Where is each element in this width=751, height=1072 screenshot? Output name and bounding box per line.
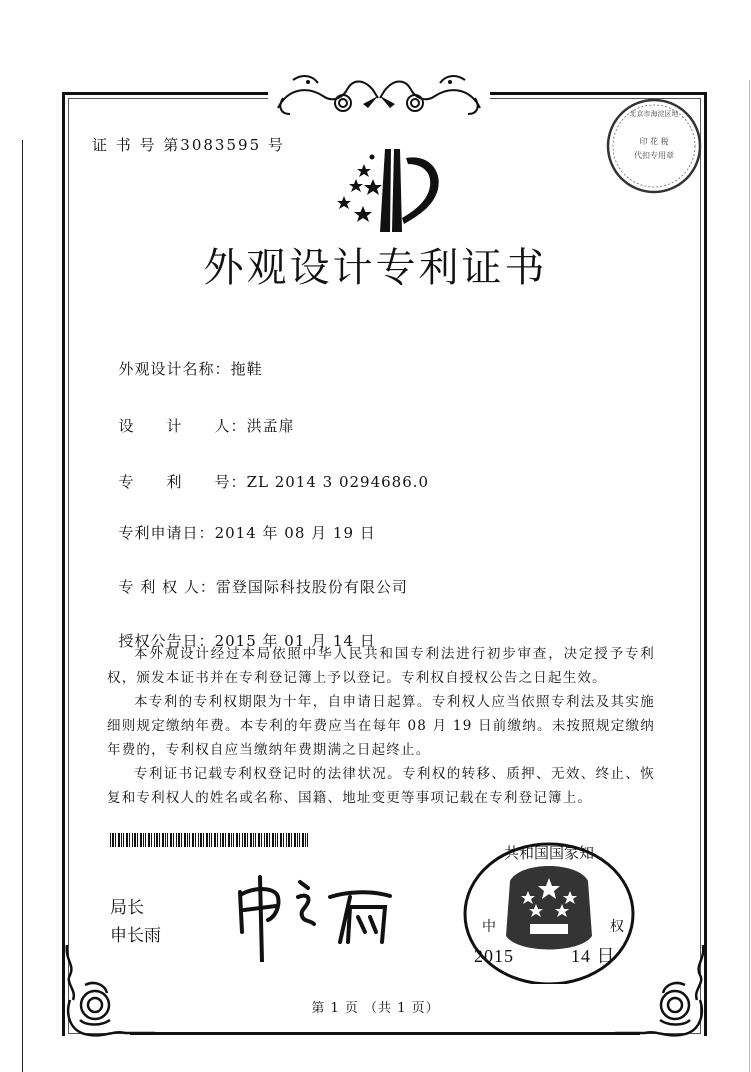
certificate-body	[107, 642, 655, 810]
seal-date: 2015 14 日	[474, 946, 616, 966]
paragraph: 专利证书记载专利权登记时的法律状况。专利权的转移、质押、无效、终止、恢复和专利权人的姓名或名称、国籍、地址变更等事项记载在专利登记簿上。	[107, 766, 655, 806]
field-value: ZL 2014 3 0294686.0	[246, 473, 430, 491]
scan-edge	[749, 80, 750, 1072]
tax-stamp-seal-icon	[604, 96, 704, 196]
field-label: 授权公告日：	[118, 632, 215, 650]
field-label: 专 利 权 人：	[118, 578, 216, 596]
paragraph: 本专利的专利权期限为十年，自申请日起算。专利权人应当依照专利法及其实施细则规定缴纳年费。本专利的年费应当在每年 08 月 19 日前缴纳。未按照规定缴纳年费的，专利权自应当缴纳年费期满之日起终止。	[107, 694, 655, 758]
paragraph: 本外观设计经过本局依照中华人民共和国专利法进行初步审查，决定授予专利权，颁发本证书并在专利登记簿上予以登记。专利权自授权公告之日起生效。	[107, 646, 655, 686]
cnipa-emblem-icon	[330, 144, 445, 236]
svg-text:权: 权	[610, 919, 624, 935]
director-title: 局长	[110, 898, 144, 918]
barcode	[110, 833, 308, 847]
corner-ornament-icon	[55, 945, 155, 1045]
field-value: 洪孟扉	[246, 417, 295, 435]
dragon-ornament-icon	[268, 68, 490, 118]
field-value: 拖鞋	[230, 360, 263, 378]
field-patent-number	[107, 453, 429, 492]
page-number: 第 1 页 （共 1 页）	[311, 1001, 440, 1016]
director-name: 申长雨	[110, 926, 161, 946]
field-label: 专利申请日：	[118, 524, 215, 542]
field-label: 专 利 号：	[118, 473, 247, 491]
frame-bottom-line	[130, 1032, 640, 1035]
certificate-number: 证 书 号 第3083595 号	[92, 136, 285, 154]
field-patentee	[107, 558, 408, 597]
field-label: 外观设计名称：	[118, 360, 231, 378]
field-application-date	[107, 504, 376, 543]
field-value: 雷登国际科技股份有限公司	[215, 578, 408, 596]
director-signature	[230, 872, 400, 962]
field-label: 设 计 人：	[118, 417, 247, 435]
field-value: 2014 年 08 月 19 日	[214, 524, 376, 542]
svg-text:中: 中	[482, 919, 496, 935]
field-design-name	[107, 340, 263, 379]
svg-text:共和国国家知: 共和国国家知	[503, 844, 595, 862]
svg-text:代扣专用章: 代扣专用章	[634, 151, 674, 160]
certificate-title: 外观设计专利证书	[203, 245, 548, 291]
svg-text:印 花 税: 印 花 税	[639, 137, 669, 146]
svg-text:北京市海淀区地: 北京市海淀区地	[629, 110, 679, 118]
field-designer	[107, 397, 295, 436]
field-value: 2015 年 01 月 14 日	[214, 632, 376, 650]
